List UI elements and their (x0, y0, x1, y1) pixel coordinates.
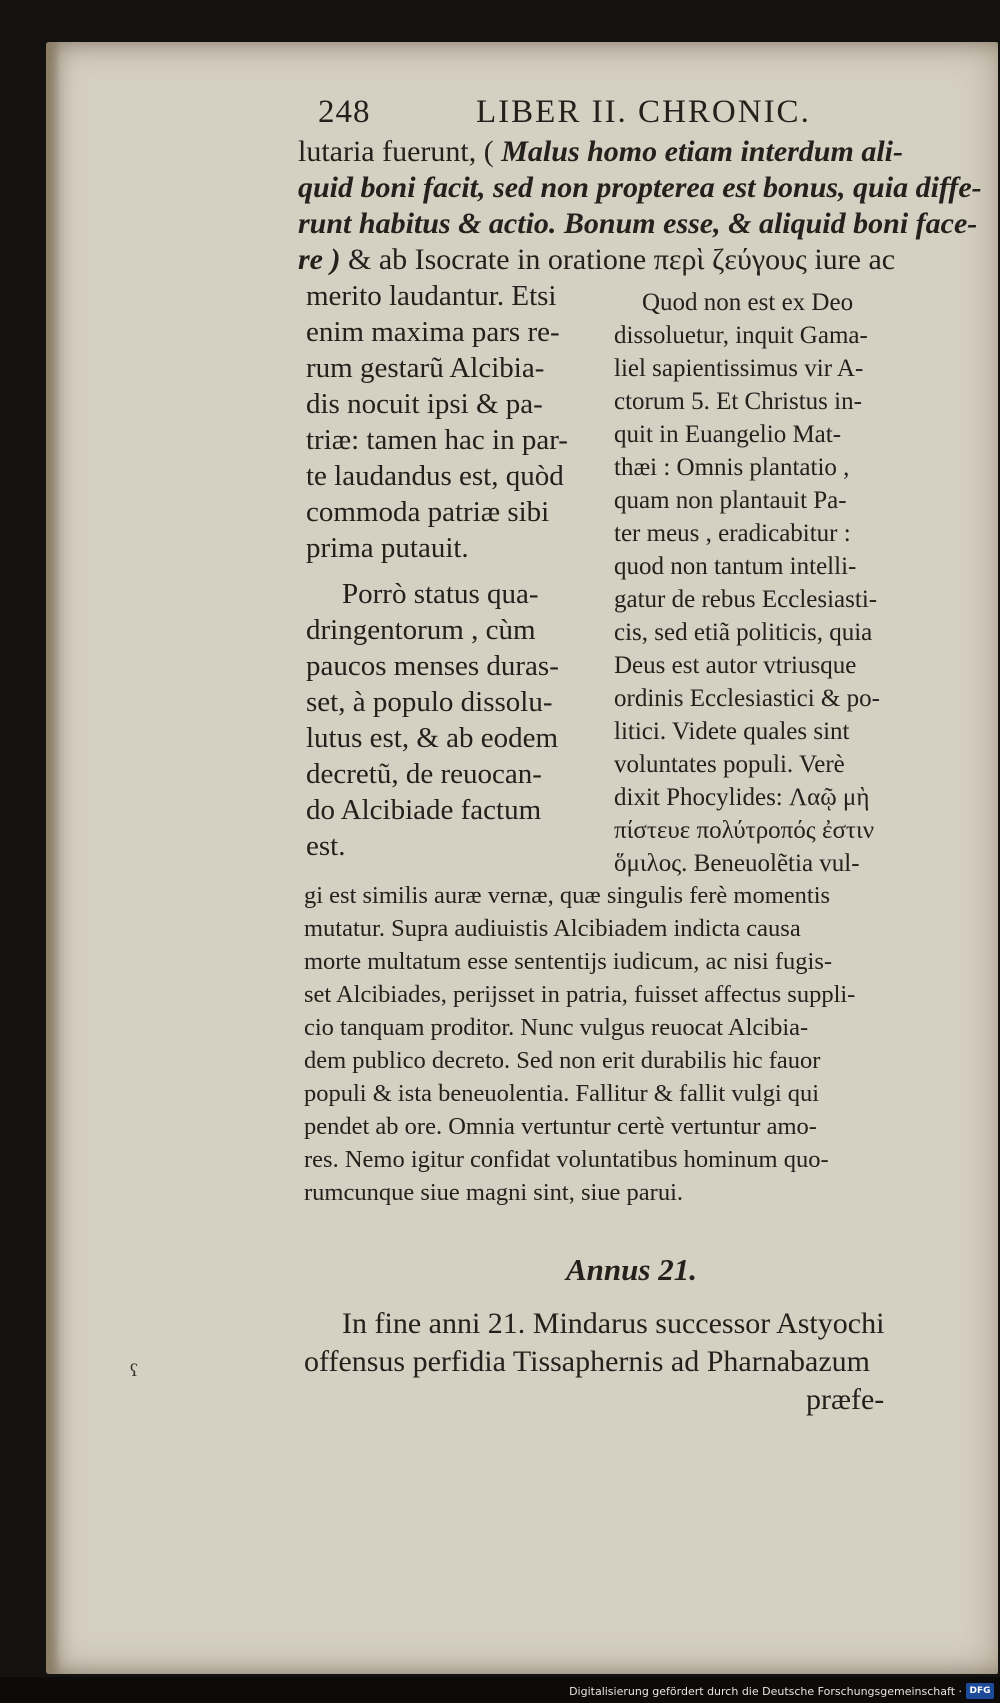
left-column-line: est. (306, 830, 346, 862)
body-line: morte multatum esse sententijs iudicum, ac nisi fugis- (304, 948, 833, 975)
right-column-line: ordinis Ecclesiastici & po- (614, 685, 880, 712)
right-column-line: dissoluetur, inquit Gama- (614, 322, 868, 349)
catchword: præfe- (806, 1383, 885, 1416)
left-column-line: prima putauit. (306, 532, 469, 564)
right-column-line: ter meus , eradicabitur : (614, 520, 851, 547)
body-line: pendet ab ore. Omnia vertuntur certè vertuntur amo- (304, 1113, 817, 1140)
right-column-line: quit in Euangelio Mat- (614, 421, 842, 448)
right-column-line: litici. Videte quales sint (614, 718, 850, 745)
margin-mark: ʕ (130, 1360, 138, 1380)
text-line: runt habitus & actio. Bonum esse, & aliquid boni face- (298, 207, 978, 240)
body-line: mutatur. Supra audiuistis Alcibiadem indicta causa (304, 915, 801, 942)
right-column-line: Quod non est ex Deo (642, 289, 854, 316)
text-line: quid boni facit, sed non propterea est bonus, quia diffe- (298, 171, 982, 204)
right-column-line: dixit Phocylides: Λαῷ μὴ (614, 784, 870, 811)
left-column-line: merito laudantur. Etsi (306, 280, 557, 312)
left-column-line: te laudandus est, quòd (306, 460, 564, 492)
right-column-line: ὅμιλος. Beneuolẽtia vul- (614, 850, 860, 877)
footer-credit: Digitalisierung gefördert durch die Deutsche Forschungsgemeinschaft · (569, 1685, 962, 1698)
right-column-line: thæi : Omnis plantatio , (614, 454, 850, 481)
final-line: offensus perfidia Tissaphernis ad Pharnabazum (304, 1345, 871, 1378)
running-title: LIBER II. CHRONIC. (476, 94, 811, 130)
text-line (298, 134, 903, 169)
left-column-line: dis nocuit ipsi & pa- (306, 388, 543, 420)
left-column-line: enim maxima pars re- (306, 316, 560, 348)
body-line: rumcunque siue magni sint, siue parui. (304, 1179, 683, 1206)
left-column-line: commoda patriæ sibi (306, 496, 550, 528)
right-column-line: gatur de rebus Ecclesiasti- (614, 586, 878, 613)
left-column-line: set, à populo dissolu- (306, 686, 553, 718)
body-line: res. Nemo igitur confidat voluntatibus hominum quo- (304, 1146, 829, 1173)
right-column-line: Deus est autor vtriusque (614, 652, 857, 679)
left-column-line: paucos menses duras- (306, 650, 559, 682)
right-column-line: liel sapientissimus vir A- (614, 355, 864, 382)
right-column-line: ctorum 5. Et Christus in- (614, 388, 862, 415)
footer-bar (0, 1677, 1000, 1703)
left-column-line: Porrò status qua- (342, 578, 539, 610)
final-line: In fine anni 21. Mindarus successor Astyochi (342, 1307, 885, 1340)
right-column-line: cis, sed etiã politicis, quia (614, 619, 873, 646)
right-column-line: quam non plantauit Pa- (614, 487, 847, 514)
left-column-line: lutus est, & ab eodem (306, 722, 559, 754)
right-column-line: πίστευε πολύτροπός ἐστιν (614, 817, 875, 844)
left-column-line: triæ: tamen hac in par- (306, 424, 568, 456)
body-line: cio tanquam proditor. Nunc vulgus reuocat Alcibia- (304, 1014, 809, 1041)
section-heading: Annus 21. (566, 1252, 697, 1287)
page-number: 248 (318, 94, 371, 130)
left-column-line: rum gestarũ Alcibia- (306, 352, 545, 384)
roman-text: lutaria fuerunt, ( (298, 135, 502, 168)
dfg-logo: DFG (966, 1683, 994, 1699)
right-column-line: voluntates populi. Verè (614, 751, 845, 778)
right-column-line: quod non tantum intelli- (614, 553, 857, 580)
italic-text: Malus homo etiam interdum ali- (501, 135, 903, 168)
body-line: set Alcibiades, perijsset in patria, fuisset affectus suppli- (304, 981, 856, 1008)
left-column-line: dringentorum , cùm (306, 614, 536, 646)
text-line (298, 242, 895, 277)
body-line: gi est similis auræ vernæ, quæ singulis ferè momentis (304, 882, 831, 909)
book-page (46, 42, 998, 1674)
body-line: populi & ista beneuolentia. Fallitur & fallit vulgi qui (304, 1080, 820, 1107)
page-gutter-shadow (46, 42, 60, 1674)
body-line: dem publico decreto. Sed non erit durabilis hic fauor (304, 1047, 821, 1074)
left-column-line: decretũ, de reuocan- (306, 758, 542, 790)
italic-text: re ) (298, 243, 348, 276)
roman-text: & ab Isocrate in oratione περὶ ζεύγους iure ac (347, 243, 896, 276)
left-column-line: do Alcibiade factum (306, 794, 542, 826)
